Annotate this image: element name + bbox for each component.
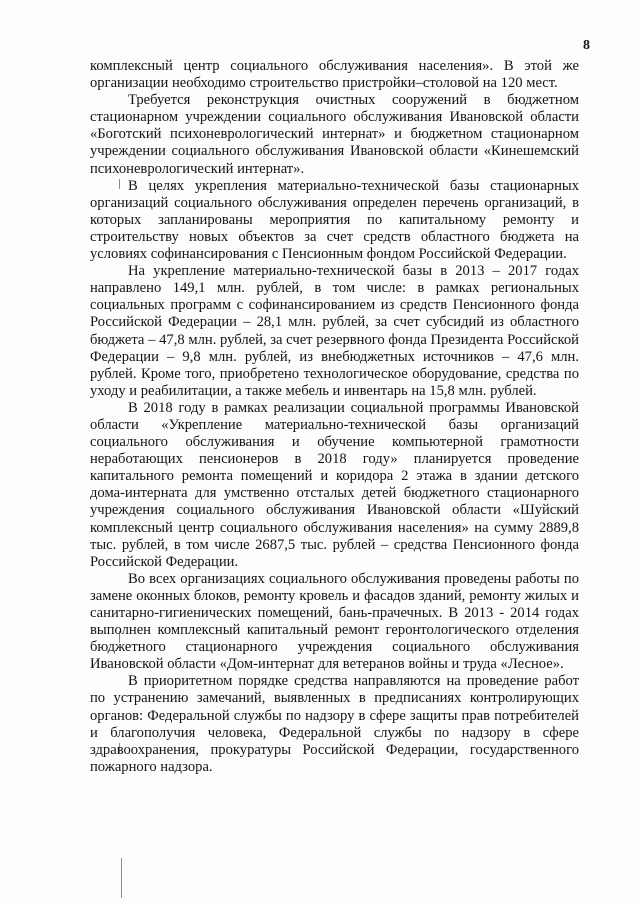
paragraph-funding-2013-2017: На укрепление материально-технической базы в 2013 – 2017 годах направлено 149,1 млн. рублей, в том числе: в рамках региональных социальных программ с софинансированием из средств Пенсионного фонда Российской Федерации – 28,1 млн. рублей, за счет субсидий из областного бюджета – 47,8 млн. рублей, за счет резервного фонда Президента Российской Федерации – 9,8 млн. рублей, из внебюджетных источников – 47,6 млн. рублей. Кроме того, приобретено технологическое оборудование, средства по уходу и реабилитации, а также мебель и инвентарь на 15,8 млн. рублей.	[90, 263, 579, 399]
paragraph-treatment-facilities: Требуется реконструкция очистных сооружений в бюджетном стационарном учреждении социального обслуживания Ивановской области «Боготский психоневрологический интернат» и бюджетном стационарном учреждении социального обслуживания Ивановской области «Кинешемский психоневрологический интернат».	[90, 92, 579, 177]
document-body	[90, 58, 579, 776]
paragraph-priority-funding: В приоритетном порядке средства направляются на проведение работ по устранению замечаний, выявленных в предписаниях контролирующих органов: Федеральной службы по надзору в сфере защиты прав потребителей и благополучия человека, Федеральной службы по надзору в сфере здравоохранения, прокуратуры Российской Федерации, государственного пожарного надзора.	[90, 673, 579, 775]
paragraph-repair-works: Во всех организациях социального обслуживания проведены работы по замене оконных блоков, ремонту кровель и фасадов зданий, ремонту жилых и санитарно-гигиенических помещений, бань-прачечных. В 2013 - 2014 годах выполнен комплексный капитальный ремонт геронтологического отделения бюджетного стационарного учреждения социального обслуживания Ивановской области «Дом-интернат для ветеранов войны и труда «Лесное».	[90, 570, 579, 673]
page-number: 8	[583, 38, 590, 53]
paragraph-program-2018: В 2018 году в рамках реализации социальной программы Ивановской области «Укрепление материально-технической базы организаций социального обслуживания и обучение компьютерной грамотности неработающих пенсионеров в 2018 году» планируется проведение капитального ремонта помещений и коридора 2 этажа в здании детского дома-интерната для умственно отсталых детей бюджетного стационарного учреждения социального обслуживания Ивановской области «Шуйский комплексный центр социального обслуживания населения» на сумму 2889,8 тыс. рублей, в том числе 2687,5 тыс. рублей – средства Пенсионного фонда Российской Федерации.	[90, 399, 579, 570]
paragraph-strengthening-base: В целях укрепления материально-технической базы стационарных организаций социального обслуживания определен перечень организаций, в которых запланированы мероприятия по капитальному ремонту и строительству новых объектов за счет средств областного бюджета на условиях софинансирования с Пенсионным фондом Российской Федерации.	[90, 177, 579, 263]
paragraph-continuation: комплексный центр социального обслуживания населения». В этой же организации необходимо строительство пристройки–столовой на 120 мест.	[90, 58, 579, 92]
scan-mark	[121, 858, 122, 898]
